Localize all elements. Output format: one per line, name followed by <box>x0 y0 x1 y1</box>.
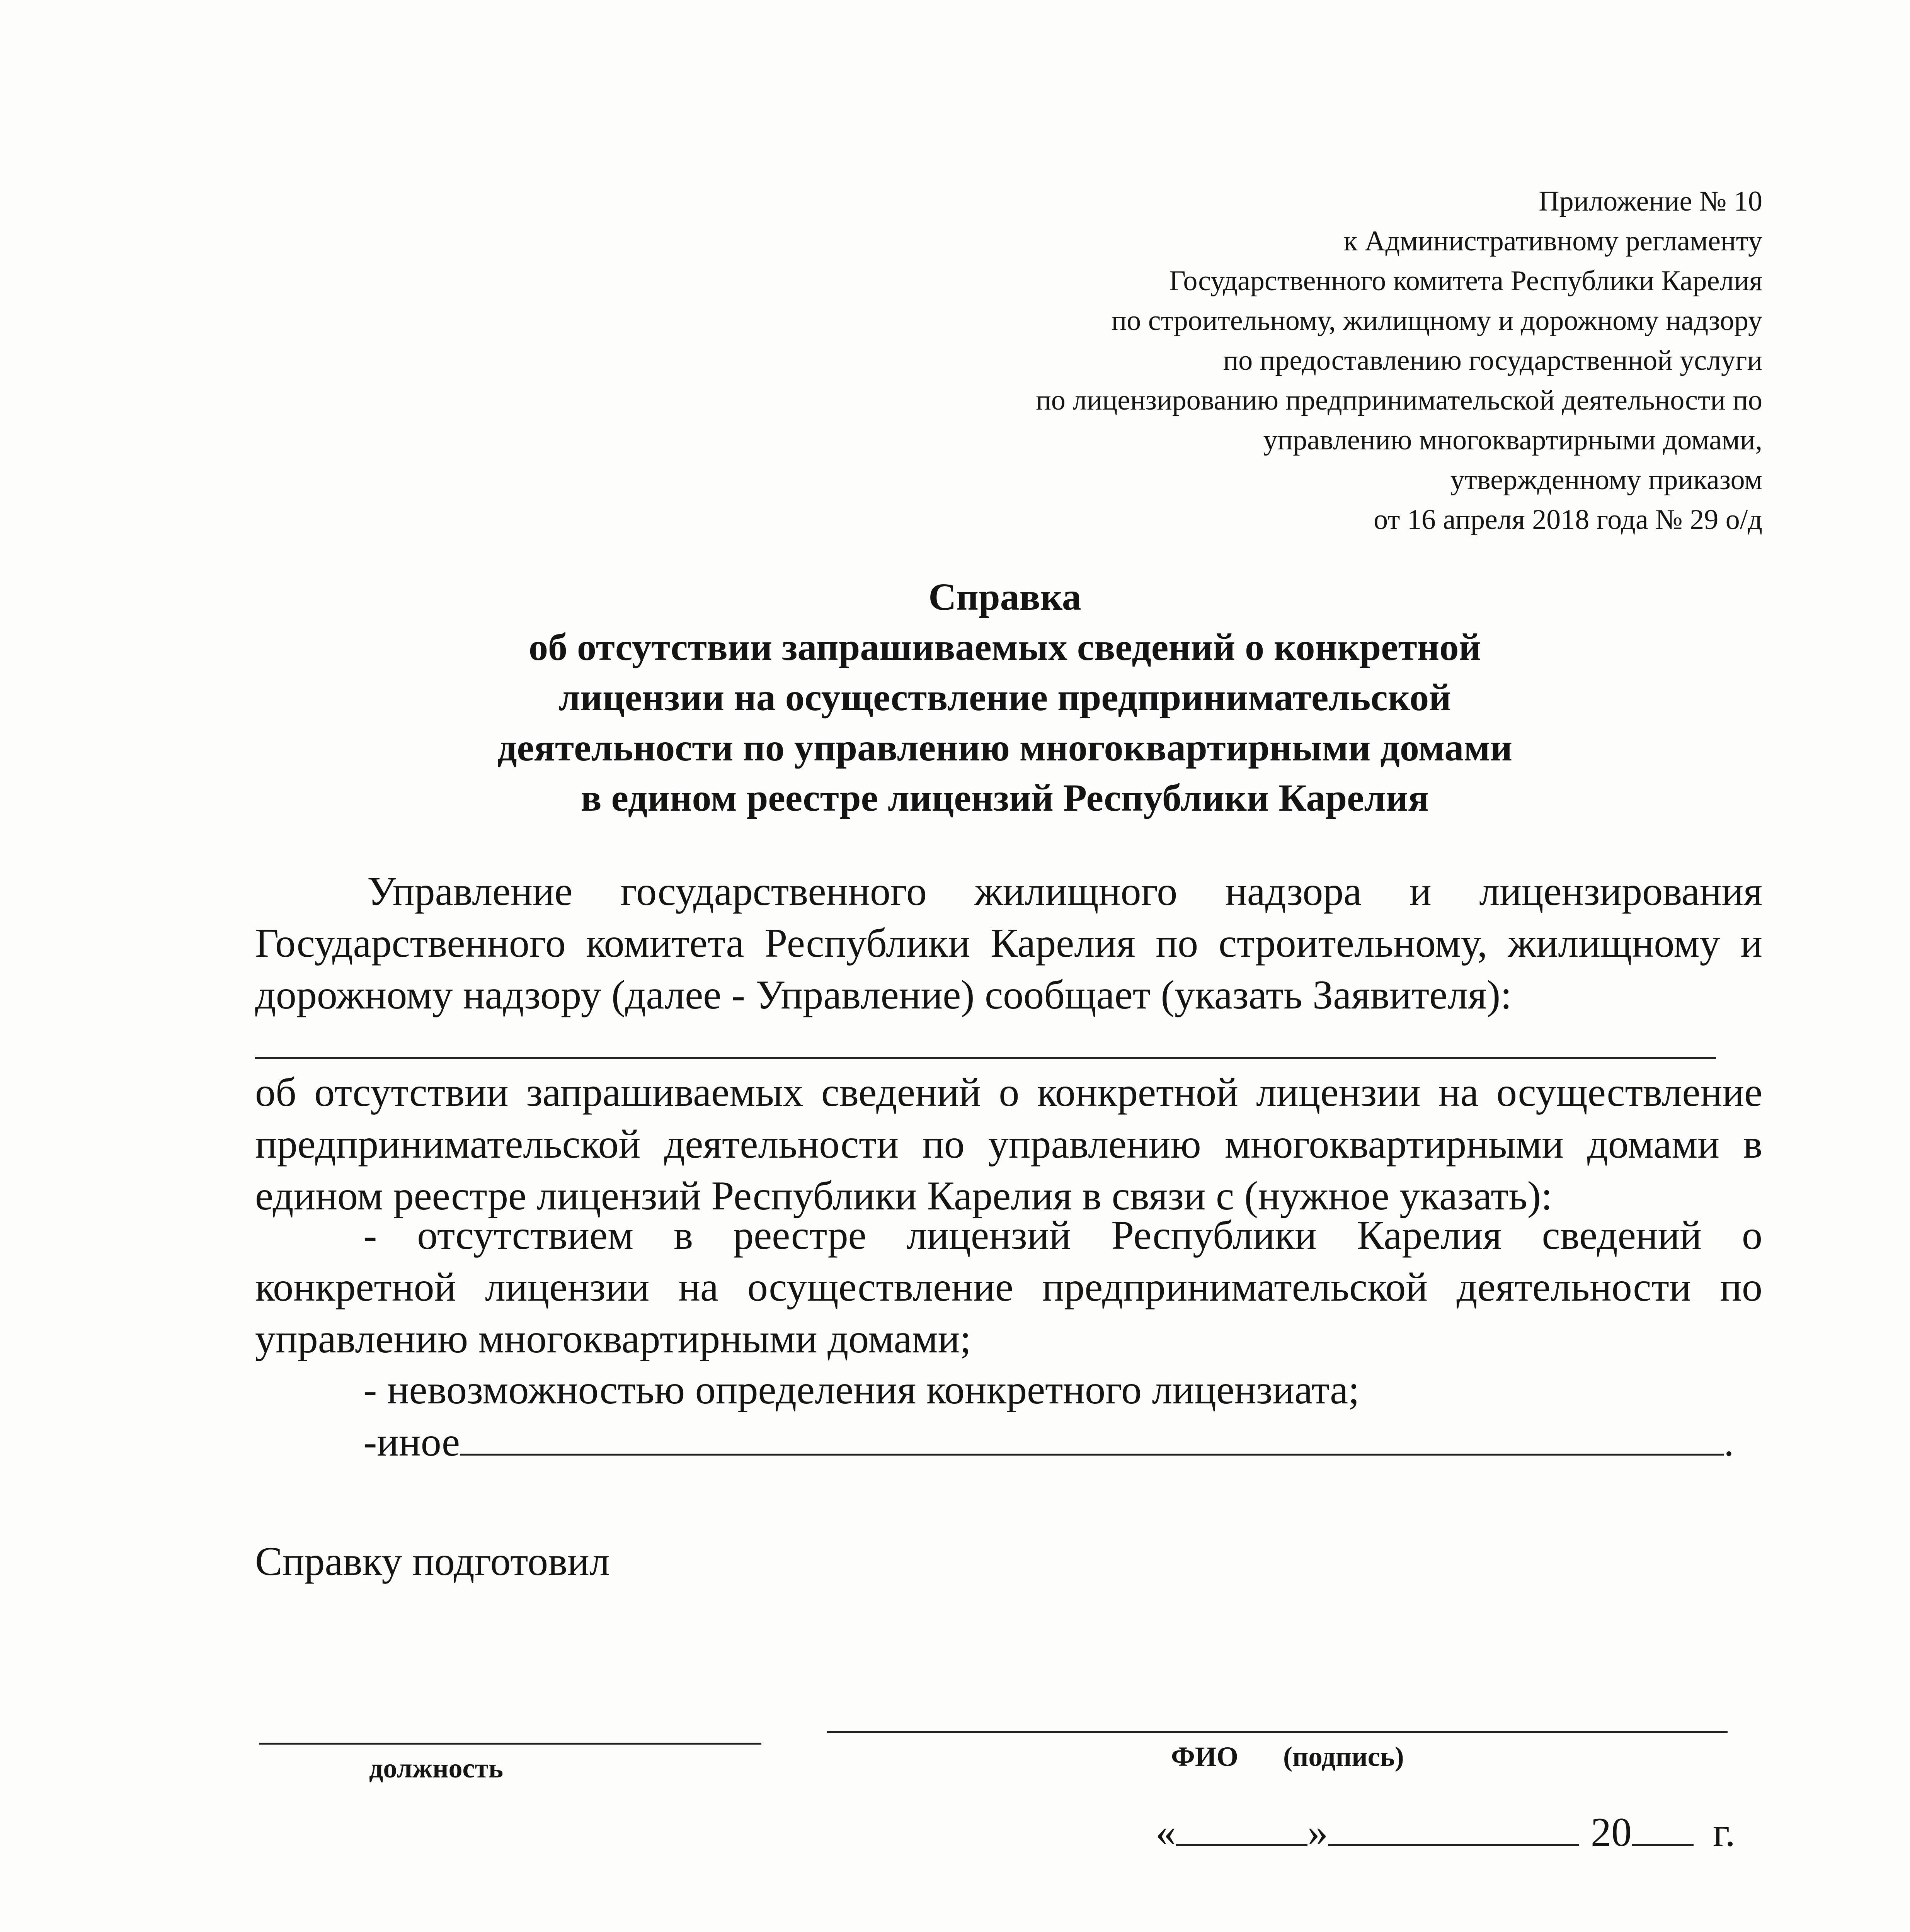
day-blank <box>1176 1808 1307 1846</box>
date-line <box>1156 1808 1762 1856</box>
year-suffix: г. <box>1713 1810 1736 1855</box>
other-end: . <box>1724 1419 1734 1464</box>
body-line: едином реестре лицензий Республики Карелия в связи с (нужное указать): <box>255 1173 1553 1218</box>
position-label: должность <box>369 1753 503 1784</box>
intro-paragraph <box>255 866 1762 1021</box>
date-open-quote: « <box>1156 1810 1176 1855</box>
body-line: конкретной лицензии на осуществление предпринимательской деятельности по <box>255 1264 1762 1310</box>
body-line: - отсутствием в реестре лицензий Республики Карелия сведений о <box>363 1213 1762 1258</box>
body-line: управлению многоквартирными домами; <box>255 1316 971 1361</box>
title-line: лицензии на осуществление предпринимательской <box>558 676 1451 719</box>
year-blank <box>1632 1808 1694 1846</box>
header-line: Приложение № 10 <box>1539 185 1762 217</box>
header-line: по предоставлению государственной услуги <box>1223 345 1762 376</box>
body-line: об отсутствии запрашиваемых сведений о конкретной лицензии на осуществление <box>255 1070 1762 1115</box>
reason-paragraph <box>255 1066 1762 1222</box>
header-line: управлению многоквартирными домами, <box>1263 424 1762 456</box>
appendix-header <box>850 182 1762 540</box>
date-close-quote: » <box>1307 1810 1328 1855</box>
header-line: от 16 апреля 2018 года № 29 о/д <box>1374 504 1762 536</box>
fio-signature-blank-line <box>827 1731 1728 1733</box>
document-title <box>193 572 1816 823</box>
header-line: по строительному, жилищному и дорожному надзору <box>1111 305 1762 337</box>
title-line: об отсутствии запрашиваемых сведений о конкретной <box>528 626 1481 668</box>
body-line: Государственного комитета Республики Карелия по строительному, жилищному и <box>255 920 1762 966</box>
prepared-by-label: Справку подготовил <box>255 1539 610 1584</box>
year-prefix: 20 <box>1591 1810 1632 1855</box>
title-line: в едином реестре лицензий Республики Карелия <box>580 776 1429 819</box>
signature-label: (подпись) <box>1283 1741 1404 1772</box>
header-line: Государственного комитета Республики Карелия <box>1169 265 1762 297</box>
month-blank <box>1328 1808 1579 1846</box>
reason-item-1 <box>255 1209 1762 1365</box>
body-line: Управление государственного жилищного надзора и лицензирования <box>367 869 1762 914</box>
reason-item-3 <box>363 1416 1793 1468</box>
title-line: деятельности по управлению многоквартирными домами <box>497 726 1513 769</box>
reason-item-2 <box>363 1364 1755 1416</box>
header-line: утвержденному приказом <box>1450 464 1762 496</box>
other-label: -иное <box>363 1419 460 1464</box>
fio-label: ФИО <box>1171 1741 1238 1772</box>
body-line: - невозможностью определения конкретного лицензиата; <box>363 1367 1360 1412</box>
body-line: предпринимательской деятельности по управлению многоквартирными домами в <box>255 1121 1762 1167</box>
applicant-blank-line <box>255 1057 1716 1059</box>
body-line: дорожному надзору (далее - Управление) сообщает (указать Заявителя): <box>255 972 1512 1017</box>
position-blank-line <box>259 1743 761 1745</box>
header-line: к Административному регламенту <box>1343 225 1762 257</box>
title-line: Справка <box>928 575 1081 618</box>
other-blank-line <box>460 1423 1724 1456</box>
header-line: по лицензированию предпринимательской деятельности по <box>1036 384 1762 416</box>
